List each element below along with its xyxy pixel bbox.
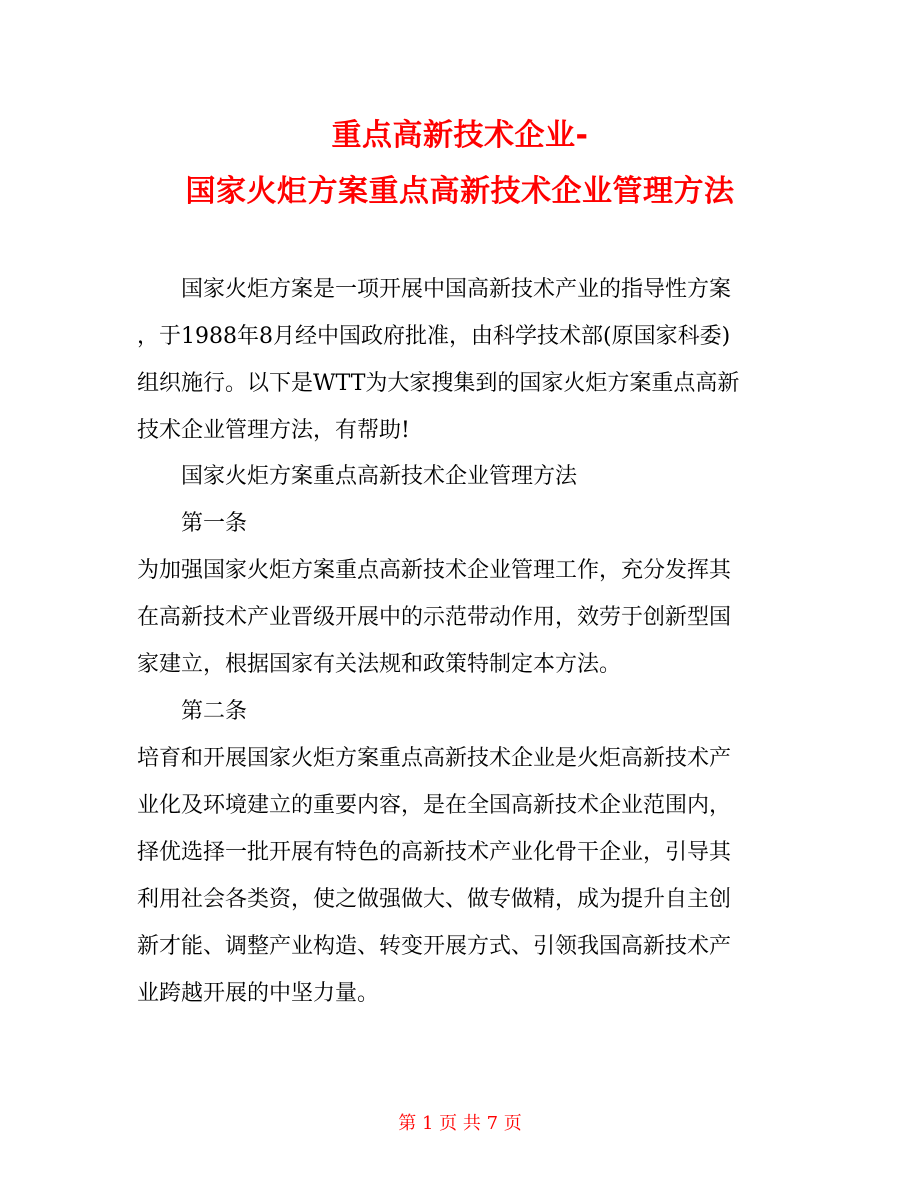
article-2-label [137, 688, 797, 735]
article-2-label-text: 第二条 [181, 699, 248, 724]
article-1-line: 在高新技术产业晋级开展中的示范带动作用，效劳于创新型国 [137, 605, 732, 630]
article-2-line: 培育和开展国家火炬方案重点高新技术企业是火炬高新技术产 [137, 746, 732, 771]
document-title-line-1: 重点高新技术企业- [331, 118, 589, 153]
article-2-line: 业跨越开展的中坚力量。 [137, 981, 380, 1006]
article-2-paragraph [137, 735, 797, 1017]
intro-line: 国家火炬方案是一项开展中国高新技术产业的指导性方案 [181, 277, 732, 302]
section-heading-text: 国家火炬方案重点高新技术企业管理方法 [181, 464, 578, 489]
article-2-line: 业化及环境建立的重要内容，是在全国高新技术企业范围内， [137, 793, 732, 818]
intro-line: ，于1988年8月经中国政府批准，由科学技术部(原国家科委) [137, 324, 731, 349]
page-number-footer: 第 1 页 共 7 页 [398, 1113, 522, 1134]
article-1-label-text: 第一条 [181, 511, 248, 536]
intro-line: 技术企业管理方法，有帮助! [137, 418, 410, 443]
article-1-paragraph [137, 547, 797, 688]
section-heading [137, 453, 797, 500]
article-1-label [137, 500, 797, 547]
article-1-line: 为加强国家火炬方案重点高新技术企业管理工作，充分发挥其 [137, 558, 732, 583]
intro-line: 组织施行。以下是WTT为大家搜集到的国家火炬方案重点高新 [137, 371, 740, 396]
article-2-line: 择优选择一批开展有特色的高新技术产业化骨干企业，引导其 [137, 840, 732, 865]
document-title-line-2: 国家火炬方案重点高新技术企业管理方法 [185, 174, 735, 209]
article-2-line: 利用社会各类资，使之做强做大、做专做精，成为提升自主创 [137, 887, 732, 912]
intro-paragraph [137, 266, 797, 454]
article-2-line: 新才能、调整产业构造、转变开展方式、引领我国高新技术产 [137, 934, 732, 959]
article-1-line: 家建立，根据国家有关法规和政策特制定本方法。 [137, 652, 622, 677]
